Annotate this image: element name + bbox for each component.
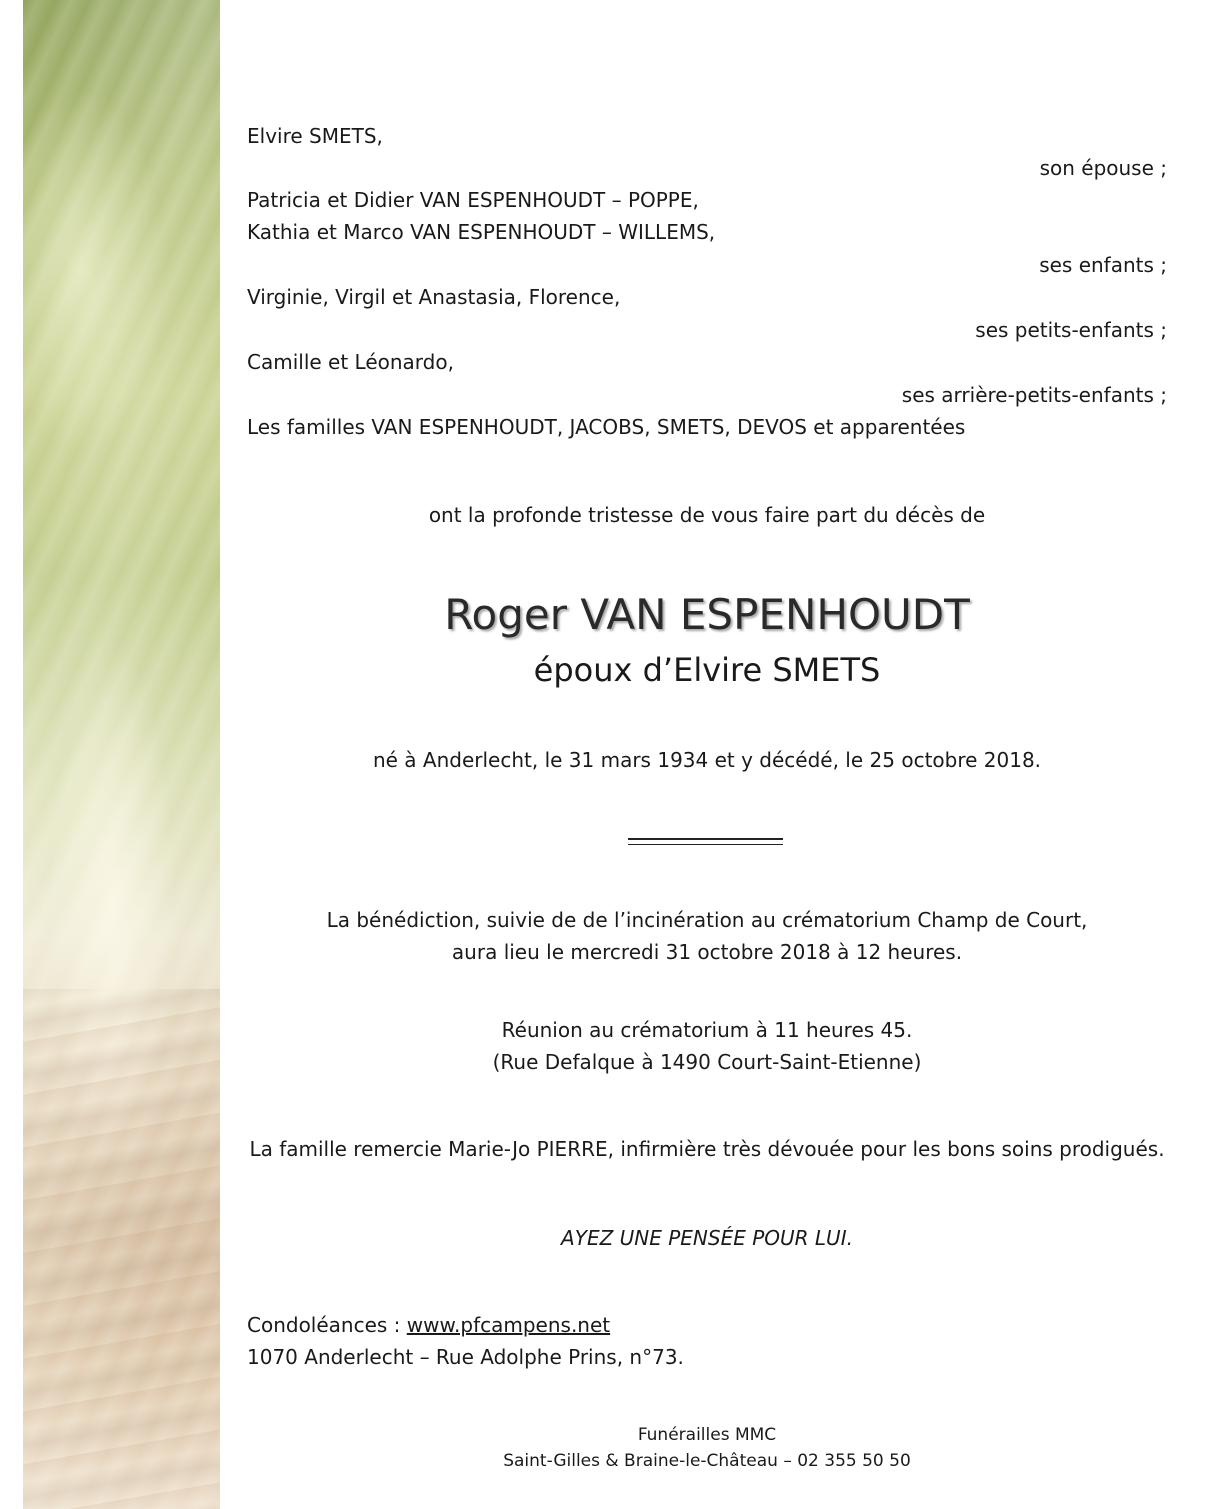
thanks-text <box>247 1133 1167 1165</box>
condolences-line <box>247 1309 610 1341</box>
announcement-text: ont la profonde tristesse de vous faire part du décès de <box>428 503 986 527</box>
great-grandchildren-role: ses arrière-petits-enfants ; <box>901 383 1167 407</box>
condolences-link[interactable]: www.pfcampens.net <box>406 1313 611 1337</box>
crematorium-address: (Rue Defalque à 1490 Court-Saint-Etienne) <box>492 1050 922 1074</box>
thanks-emphasis: dévouée <box>767 1137 854 1161</box>
thanks-prefix: La famille remercie Marie-Jo PIERRE, infirmière très <box>249 1137 768 1161</box>
spouse-role: son épouse ; <box>1039 156 1167 180</box>
great-grandchildren: Camille et Léonardo, <box>247 350 454 374</box>
footer-company: Funérailles MMC <box>637 1425 777 1445</box>
closing-phrase: AYEZ UNE PENSÉE POUR LUI. <box>561 1226 853 1250</box>
grandchildren: Virginie, Virgil et Anastasia, Florence, <box>247 285 621 309</box>
child-line-1: Patricia et Didier VAN ESPENHOUDT – POPPE, <box>247 188 699 212</box>
ceremony-prefix: aura lieu <box>451 940 547 964</box>
divider-line <box>628 838 783 845</box>
forest-path-photo <box>23 0 220 1509</box>
grandchildren-role: ses petits-enfants ; <box>975 318 1167 342</box>
path-ground <box>23 989 220 1509</box>
footer-locations-phone: Saint-Gilles & Braine-le-Château – 02 355 50 50 <box>503 1451 911 1471</box>
deceased-subtitle: époux d’Elvire SMETS <box>533 651 881 689</box>
children-role: ses enfants ; <box>1039 253 1167 277</box>
thanks-suffix: pour les bons soins prodigués. <box>853 1137 1165 1161</box>
extended-families: Les familles VAN ESPENHOUDT, JACOBS, SMETS, DEVOS et apparentées <box>247 415 966 439</box>
ceremony-line-1: La bénédiction, suivie de de l’incinération au crématorium Champ de Court, <box>326 908 1088 932</box>
condolences-label: Condoléances : <box>247 1313 407 1337</box>
funeral-home-address: 1070 Anderlecht – Rue Adolphe Prins, n°73. <box>247 1345 684 1369</box>
ceremony-date: le mercredi 31 octobre 2018 à 12 heures. <box>546 940 963 964</box>
deceased-name: Roger VAN ESPENHOUDT <box>444 590 970 639</box>
crematorium-meeting: Réunion au crématorium à 11 heures 45. <box>501 1018 913 1042</box>
ceremony-line-2 <box>247 936 1167 968</box>
obituary-content <box>247 0 1167 1509</box>
child-line-2: Kathia et Marco VAN ESPENHOUDT – WILLEMS, <box>247 220 716 244</box>
spouse-name: Elvire SMETS, <box>247 124 383 148</box>
birth-death-dates: né à Anderlecht, le 31 mars 1934 et y décédé, le 25 octobre 2018. <box>372 748 1042 772</box>
